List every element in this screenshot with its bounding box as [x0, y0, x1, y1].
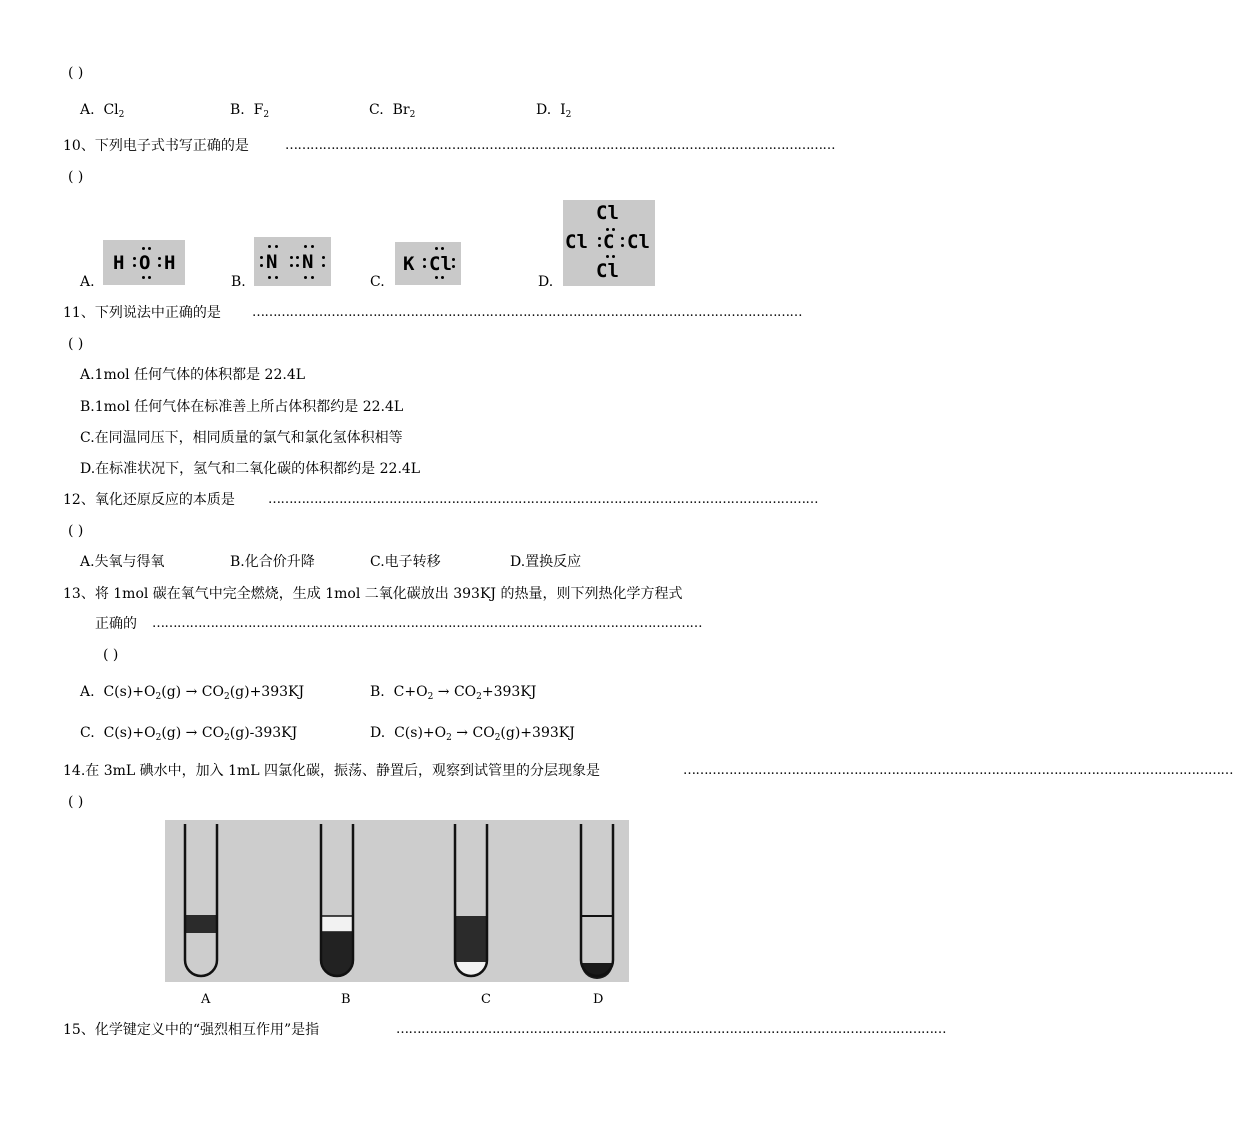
electron-dot	[296, 264, 299, 267]
answer-paren: ( )	[68, 65, 84, 81]
tube-label-b: B	[341, 992, 351, 1007]
formula-part: C(s)+O	[394, 725, 447, 741]
electron-dot	[621, 237, 624, 240]
electron-dot	[621, 244, 624, 247]
formula-part: C+O	[393, 684, 428, 700]
subscript: 2	[155, 733, 162, 743]
electron-dot	[133, 257, 136, 260]
electron-dot	[606, 255, 609, 258]
electron-dot	[260, 264, 263, 267]
option-formula: F	[253, 102, 264, 118]
q11-option-c: C.在同温同压下，相同质量的氯气和氯化氢体积相等	[80, 430, 403, 446]
electron-dot	[304, 245, 307, 248]
formula-part: (g)+393KJ	[500, 725, 575, 741]
q13-stem-line2: 正确的	[95, 616, 137, 632]
atom-cl-left: Cl	[565, 231, 588, 253]
option-letter: C.	[369, 102, 384, 118]
q10-letter-d: D.	[538, 274, 554, 290]
electron-dot	[260, 256, 263, 259]
q12-option-b: B.化合价升降	[230, 554, 315, 570]
leader-dots: ……………………………………………………………………………………………………………………	[285, 138, 835, 153]
electron-dot	[452, 258, 455, 261]
leader-dots: ……………………………………………………………………………………………………………………	[396, 1022, 946, 1037]
formula-part: (g)+393KJ	[229, 684, 305, 700]
electron-dot	[142, 276, 145, 279]
electron-dot	[268, 276, 271, 279]
q10-image-b	[254, 237, 331, 286]
answer-paren: ( )	[103, 647, 119, 663]
formula-part: (g) → CO	[161, 684, 224, 700]
electron-dot	[606, 228, 609, 231]
tube-label-d: D	[593, 992, 604, 1007]
option-formula: Cl	[103, 102, 119, 118]
formula-part: C(s)+O	[103, 725, 156, 741]
q11-stem: 11、下列说法中正确的是	[63, 305, 221, 321]
atom-k: K	[403, 253, 415, 275]
formula-part: +393KJ	[481, 684, 537, 700]
electron-dot	[290, 264, 293, 267]
answer-paren: ( )	[68, 523, 84, 539]
formula-part: → CO	[433, 684, 477, 700]
atom-h: H	[164, 252, 176, 274]
electron-dot	[290, 256, 293, 259]
q10-letter-a: A.	[80, 274, 95, 290]
electron-dot	[275, 276, 278, 279]
subscript: 2	[155, 692, 162, 702]
q11-option-a: A.1mol 任何气体的体积都是 22.4L	[80, 367, 306, 383]
electron-dot	[452, 265, 455, 268]
electron-dot	[598, 237, 601, 240]
subscript: 2	[476, 692, 482, 702]
subscript: 2	[263, 110, 270, 120]
electron-dot	[268, 245, 271, 248]
electron-dot	[612, 228, 615, 231]
electron-dot	[158, 264, 161, 267]
q13-option-a	[80, 683, 304, 706]
dark-layer	[321, 932, 353, 976]
electron-dot	[423, 258, 426, 261]
q10-stem: 10、下列电子式书写正确的是	[63, 138, 249, 154]
figure-background	[165, 820, 629, 982]
dark-layer	[185, 915, 217, 933]
leader-dots: ……………………………………………………………………………………………………………………	[252, 305, 802, 320]
atom-cl: Cl	[429, 253, 452, 275]
answer-paren: ( )	[68, 794, 84, 810]
option-letter: B.	[370, 684, 385, 700]
electron-dot	[148, 247, 151, 250]
atom-c: C	[603, 231, 615, 253]
formula-part: → CO	[451, 725, 495, 741]
electron-dot	[142, 247, 145, 250]
q12-stem: 12、氧化还原反应的本质是	[63, 492, 235, 508]
q9-option-d	[536, 101, 571, 124]
electron-dot	[275, 245, 278, 248]
subscript: 2	[494, 733, 501, 743]
q9-option-b	[230, 101, 269, 124]
formula-part: (g)-393KJ	[229, 725, 298, 741]
subscript: 2	[409, 110, 416, 120]
q10-letter-c: C.	[370, 274, 385, 290]
atom-cl-bottom: Cl	[596, 260, 619, 282]
q11-option-b: B.1mol 任何气体在标准善上所占体积都约是 22.4L	[80, 399, 404, 415]
electron-dot	[435, 276, 438, 279]
answer-paren: ( )	[68, 336, 84, 352]
subscript: 2	[565, 110, 572, 120]
q10-image-d	[563, 200, 655, 286]
electron-dot	[435, 247, 438, 250]
atom-n: N	[302, 251, 314, 273]
formula-part: C(s)+O	[103, 684, 156, 700]
electron-dot	[296, 256, 299, 259]
electron-dot	[311, 276, 314, 279]
electron-dot	[311, 245, 314, 248]
dark-layer	[455, 916, 487, 962]
q14-stem: 14.在 3mL 碘水中，加入 1mL 四氯化碳，振荡、静置后，观察到试管里的分层现象是	[63, 763, 601, 779]
atom-o: O	[139, 252, 151, 274]
q13-option-c	[80, 724, 297, 747]
q10-letter-b: B.	[231, 274, 246, 290]
q13-stem-line1: 13、将 1mol 碳在氧气中完全燃烧，生成 1mol 二氧化碳放出 393KJ 的热量，则下列热化学方程式	[63, 586, 683, 602]
electron-dot	[598, 244, 601, 247]
q9-option-a	[80, 101, 124, 124]
q10-image-c	[395, 242, 461, 285]
option-formula: I	[560, 102, 566, 118]
atom-cl-right: Cl	[627, 231, 650, 253]
electron-dot	[158, 257, 161, 260]
atom-cl-top: Cl	[596, 202, 619, 224]
subscript: 2	[427, 692, 434, 702]
option-formula: Br	[392, 102, 410, 118]
q13-option-d	[370, 724, 575, 747]
subscript: 2	[118, 110, 125, 120]
leader-dots: ……………………………………………………………………………………………………………………	[152, 616, 702, 631]
electron-dot	[304, 276, 307, 279]
atom-n: N	[266, 251, 278, 273]
subscript: 2	[224, 733, 230, 743]
electron-dot	[148, 276, 151, 279]
option-letter: A.	[80, 102, 95, 118]
electron-dot	[441, 247, 444, 250]
option-letter: D.	[370, 725, 386, 741]
tube-label-c: C	[481, 992, 491, 1007]
electron-dot	[441, 276, 444, 279]
option-letter: B.	[230, 102, 245, 118]
subscript: 2	[446, 733, 452, 743]
answer-paren: ( )	[68, 169, 84, 185]
formula-part: (g) → CO	[161, 725, 225, 741]
q9-option-c	[369, 101, 415, 124]
electron-dot	[133, 264, 136, 267]
q15-stem: 15、化学键定义中的“强烈相互作用”是指	[63, 1022, 320, 1038]
electron-dot	[322, 256, 325, 259]
q10-image-a	[103, 240, 185, 285]
q11-option-d: D.在标准状况下，氢气和二氧化碳的体积都约是 22.4L	[80, 461, 421, 477]
q12-option-c: C.电子转移	[370, 554, 441, 570]
q12-option-a: A.失氧与得氧	[80, 554, 165, 570]
leader-dots: ……………………………………………………………………………………………………………………	[683, 763, 1233, 778]
option-letter: A.	[80, 684, 95, 700]
option-letter: C.	[80, 725, 95, 741]
light-layer	[321, 916, 353, 932]
q12-option-d: D.置换反应	[510, 554, 582, 570]
tube-label-a: A	[201, 992, 211, 1007]
atom-h: H	[113, 252, 125, 274]
q13-option-b	[370, 683, 536, 706]
leader-dots: ……………………………………………………………………………………………………………………	[268, 492, 818, 507]
subscript: 2	[223, 692, 230, 702]
electron-dot	[322, 264, 325, 267]
option-letter: D.	[536, 102, 552, 118]
test-tubes-figure	[165, 820, 629, 982]
electron-dot	[612, 255, 615, 258]
electron-dot	[423, 265, 426, 268]
